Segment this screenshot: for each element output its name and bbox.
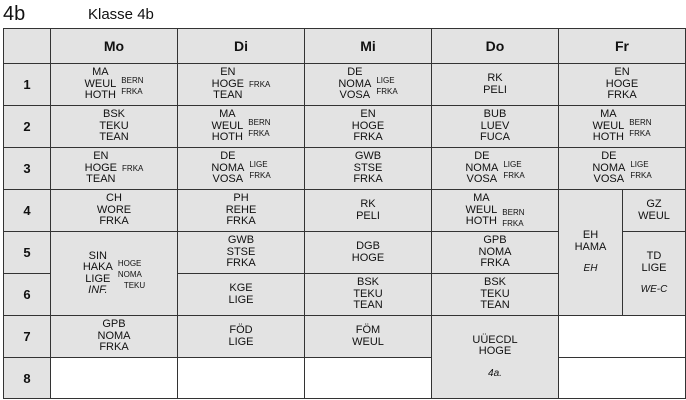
lesson-do-2	[431, 105, 559, 148]
line: LIGE	[641, 261, 667, 274]
line: TEAN	[353, 299, 383, 312]
subject: MA	[473, 192, 490, 205]
lesson-mi-5	[304, 231, 432, 274]
teacher: FRKA	[630, 170, 652, 180]
line: RK	[487, 72, 503, 84]
subject: VOSA	[466, 173, 498, 186]
subject: HOGE	[84, 161, 118, 174]
line: FRKA	[607, 89, 637, 102]
lesson-di-4	[177, 189, 305, 232]
line: CH	[106, 192, 122, 205]
subject: HOGE	[211, 77, 245, 90]
teacher: FRKA	[502, 218, 524, 228]
class-code: 4b	[3, 3, 26, 25]
day-header-di: Di	[177, 28, 305, 64]
teacher: FRKA	[121, 86, 143, 96]
day-header-mi: Mi	[304, 28, 432, 64]
line: FRKA	[226, 215, 256, 228]
lesson-mo-4	[50, 189, 178, 232]
line: TEAN	[99, 131, 129, 144]
lesson-mi-2	[304, 105, 432, 148]
line: WEUL	[352, 335, 384, 348]
lesson-mi-6	[304, 273, 432, 316]
lesson-note: WE-C	[640, 284, 668, 296]
period-7: 7	[3, 315, 51, 358]
lesson-fr-4-6-eh	[558, 189, 623, 316]
subject: VOSA	[593, 173, 625, 186]
lesson-di-3	[177, 147, 305, 190]
line: PH	[233, 192, 249, 205]
subject: SIN	[88, 249, 107, 262]
line: FÖD	[229, 324, 253, 336]
line: KGE	[229, 282, 253, 294]
subject: DE	[601, 150, 617, 163]
line: TEKU	[353, 287, 383, 300]
line: UÜECDL	[472, 333, 518, 346]
lesson-di-2	[177, 105, 305, 148]
subject: WEUL	[211, 119, 244, 132]
line: FRKA	[226, 257, 256, 270]
day-header-mo: Mo	[50, 28, 178, 64]
line: EN	[360, 108, 376, 121]
line: HOGE	[351, 251, 385, 264]
period-1: 1	[3, 63, 51, 106]
line: PELI	[356, 209, 380, 222]
line: LUEV	[480, 119, 510, 132]
teacher: LIGE	[376, 75, 395, 85]
teacher: FRKA	[122, 164, 144, 173]
line: HOGE	[351, 119, 385, 132]
line: PELI	[483, 83, 507, 96]
subject: EN	[93, 150, 109, 163]
subject: DE	[474, 150, 490, 163]
teacher: TEKU	[123, 281, 146, 290]
subject: VOSA	[339, 89, 371, 102]
teacher: BERN	[629, 117, 652, 127]
line: BSK	[483, 276, 506, 289]
empty-mo-8	[50, 357, 178, 399]
day-header-fr: Fr	[558, 28, 686, 64]
line: GWB	[227, 234, 255, 247]
lesson-di-5	[177, 231, 305, 274]
teacher: FRKA	[248, 128, 270, 138]
subject: HOTH	[592, 131, 624, 144]
line: GWB	[354, 150, 382, 163]
lesson-mi-1	[304, 63, 432, 106]
period-5: 5	[3, 231, 51, 274]
line: GPB	[483, 234, 507, 247]
lesson-mo-3	[50, 147, 178, 190]
teacher: FRKA	[249, 170, 271, 180]
line: GZ	[646, 198, 662, 210]
empty-fr-8	[558, 357, 686, 399]
lesson-fr-2	[558, 105, 686, 148]
teacher: FRKA	[249, 80, 271, 89]
subject: NOMA	[465, 161, 499, 174]
period-2: 2	[3, 105, 51, 148]
lesson-fr-1	[558, 63, 686, 106]
subject: HOTH	[84, 89, 116, 102]
corner-cell	[3, 28, 51, 64]
lesson-mi-7	[304, 315, 432, 358]
line: FRKA	[99, 341, 129, 354]
line: TEKU	[480, 287, 510, 300]
subject: MA	[600, 108, 617, 121]
line: LIGE	[228, 335, 254, 348]
line: FRKA	[99, 215, 129, 228]
line: WEUL	[638, 209, 670, 222]
lesson-mi-4	[304, 189, 432, 232]
lesson-do-6	[431, 273, 559, 316]
lesson-do-5	[431, 231, 559, 274]
line: RK	[360, 198, 376, 210]
lesson-di-7	[177, 315, 305, 358]
subject: TEAN	[213, 89, 243, 102]
lesson-fr-5-6-td	[622, 231, 686, 316]
line: NOMA	[478, 245, 512, 258]
subject: VOSA	[212, 173, 244, 186]
lesson-mo-7	[50, 315, 178, 358]
teacher: FRKA	[376, 86, 398, 96]
teacher: FRKA	[503, 170, 525, 180]
lesson-fr-4-gz	[622, 189, 686, 232]
line: FRKA	[480, 257, 510, 270]
subject: WEUL	[465, 203, 498, 216]
line: NOMA	[97, 329, 131, 342]
line: BSK	[356, 276, 379, 289]
line: BSK	[102, 108, 125, 121]
line: STSE	[226, 245, 256, 258]
line: FUCA	[480, 131, 510, 144]
line: FÖM	[355, 324, 381, 336]
lesson-do-1	[431, 63, 559, 106]
line: EN	[614, 66, 630, 79]
class-title: Klasse 4b	[88, 6, 154, 23]
subject: MA	[92, 66, 109, 79]
line: HOGE	[605, 77, 639, 90]
lesson-do-4	[431, 189, 559, 232]
subject: NOMA	[592, 161, 626, 174]
line: HOGE	[478, 345, 512, 358]
lesson-do-7-8	[431, 315, 559, 399]
teacher: LIGE	[630, 159, 649, 169]
teacher: BERN	[248, 117, 271, 127]
lesson-note: INF.	[88, 284, 108, 296]
lesson-mo-2	[50, 105, 178, 148]
day-header-do: Do	[431, 28, 559, 64]
subject: NOMA	[211, 161, 245, 174]
subject: HOTH	[465, 215, 497, 228]
line: GPB	[102, 318, 126, 331]
line: REHE	[225, 203, 257, 216]
period-3: 3	[3, 147, 51, 190]
lesson-di-6	[177, 273, 305, 316]
teacher: LIGE	[503, 159, 522, 169]
line: TEKU	[99, 119, 129, 132]
teacher: FRKA	[629, 128, 651, 138]
subject: TEAN	[86, 173, 116, 186]
line: BUB	[483, 108, 507, 121]
empty-di-8	[177, 357, 305, 399]
subject: WEUL	[84, 77, 117, 90]
lesson-di-1	[177, 63, 305, 106]
lesson-mo-5-6	[50, 231, 178, 316]
subject: WEUL	[592, 119, 625, 132]
line: HAMA	[574, 240, 607, 253]
teacher: BERN	[502, 207, 525, 217]
lesson-fr-3	[558, 147, 686, 190]
subject: DE	[220, 150, 236, 163]
teacher: HOGE	[117, 259, 142, 268]
line: FRKA	[353, 131, 383, 144]
teacher: BERN	[121, 75, 144, 85]
subject: HAKA	[82, 261, 113, 273]
line: TEAN	[480, 299, 510, 312]
subject: NOMA	[338, 77, 372, 90]
empty-fr-7	[558, 315, 686, 358]
subject: LIGE	[85, 272, 111, 285]
line: EH	[582, 229, 599, 242]
lesson-do-3	[431, 147, 559, 190]
line: WORE	[96, 203, 132, 216]
lesson-mi-3	[304, 147, 432, 190]
lesson-note: EH	[583, 263, 598, 275]
lesson-mo-1	[50, 63, 178, 106]
line: STSE	[353, 161, 383, 174]
period-6: 6	[3, 273, 51, 316]
empty-mi-8	[304, 357, 432, 399]
subject: DE	[347, 66, 363, 79]
lesson-note: 4a.	[488, 367, 502, 379]
period-8: 8	[3, 357, 51, 399]
line: LIGE	[228, 293, 254, 306]
teacher: NOMA	[117, 270, 142, 279]
subject: EN	[220, 66, 236, 79]
line: DGB	[356, 240, 380, 252]
period-4: 4	[3, 189, 51, 232]
teacher: LIGE	[249, 159, 268, 169]
line: TD	[646, 250, 662, 263]
subject: HOTH	[211, 131, 243, 144]
line: FRKA	[353, 173, 383, 186]
subject: MA	[219, 108, 236, 121]
